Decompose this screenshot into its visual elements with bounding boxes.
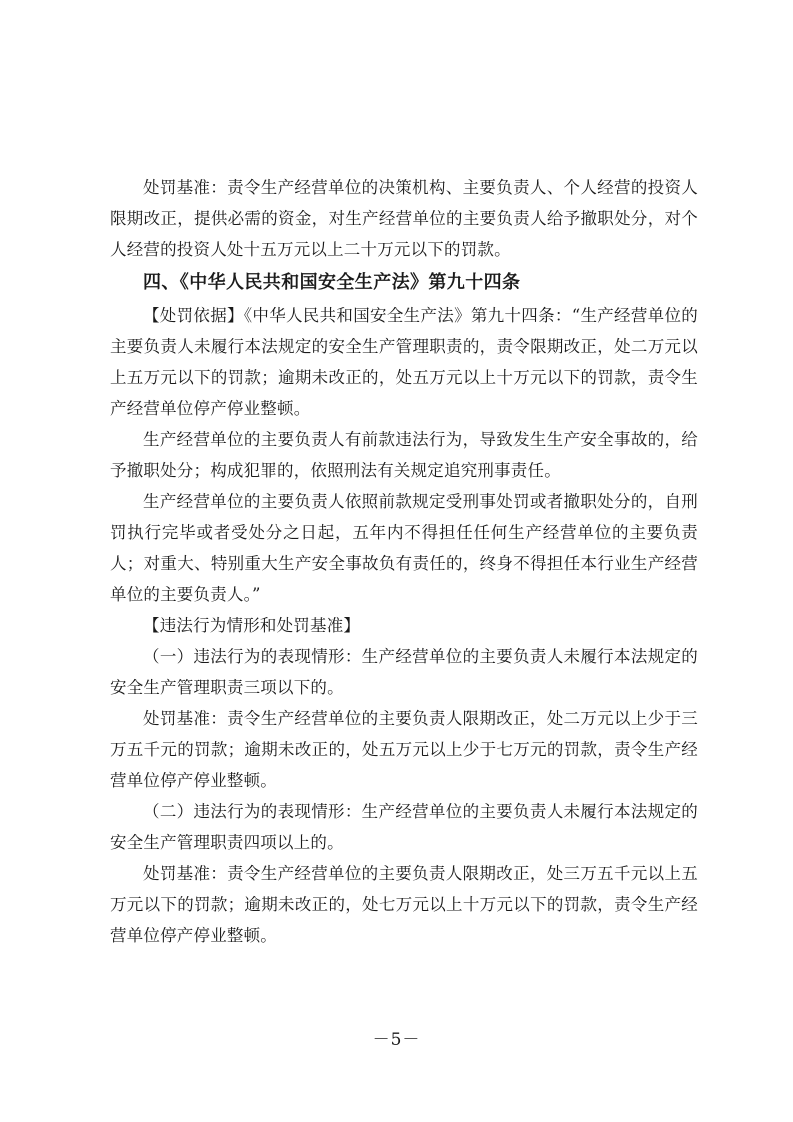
paragraph-clause-2: 生产经营单位的主要负责人有前款违法行为，导致发生生产安全事故的，给予撤职处分；构成犯罪的，依照刑法有关规定追究刑事责任。 <box>110 430 698 480</box>
page-number: －5－ <box>372 1030 421 1050</box>
paragraph-penalty-standard-previous: 处罚基准：责令生产经营单位的决策机构、主要负责人、个人经营的投资人限期改正，提供必需的资金，对生产经营单位的主要负责人给予撤职处分，对个人经营的投资人处十五万元以上二十万元以下的罚款。 <box>110 178 698 259</box>
paragraph-subheading-violations: 【违法行为情形和处罚基准】 <box>143 616 361 635</box>
paragraph-case-1: （一）违法行为的表现情形：生产经营单位的主要负责人未履行本法规定的安全生产管理职责三项以下的。 <box>110 647 698 697</box>
section-heading: 四、《中华人民共和国安全生产法》第九十四条 <box>143 272 521 293</box>
paragraph-penalty-basis: 【处罚依据】《中华人民共和国安全生产法》第九十四条：“生产经营单位的主要负责人未履行本法规定的安全生产管理职责的，责令限期改正，处二万元以上五万元以下的罚款；逾期未改正的，处五万元以上十万元以下的罚款，责令生产经营单位停产停业整顿。 <box>110 306 698 418</box>
paragraph-clause-3: 生产经营单位的主要负责人依照前款规定受刑事处罚或者撤职处分的，自刑罚执行完毕或者受处分之日起，五年内不得担任任何生产经营单位的主要负责人；对重大、特别重大生产安全事故负有责任的，终身不得担任本行业生产经营单位的主要负责人。” <box>110 492 698 604</box>
document-page <box>110 172 698 951</box>
paragraph-case-2-standard: 处罚基准：责令生产经营单位的主要负责人限期改正，处三万五千元以上五万元以下的罚款；逾期未改正的，处七万元以上十万元以下的罚款，责令生产经营单位停产停业整顿。 <box>110 864 698 945</box>
paragraph-case-1-standard: 处罚基准：责令生产经营单位的主要负责人限期改正，处二万元以上少于三万五千元的罚款；逾期未改正的，处五万元以上少于七万元的罚款，责令生产经营单位停产停业整顿。 <box>110 709 698 790</box>
paragraph-case-2: （二）违法行为的表现情形：生产经营单位的主要负责人未履行本法规定的安全生产管理职责四项以上的。 <box>110 802 698 852</box>
